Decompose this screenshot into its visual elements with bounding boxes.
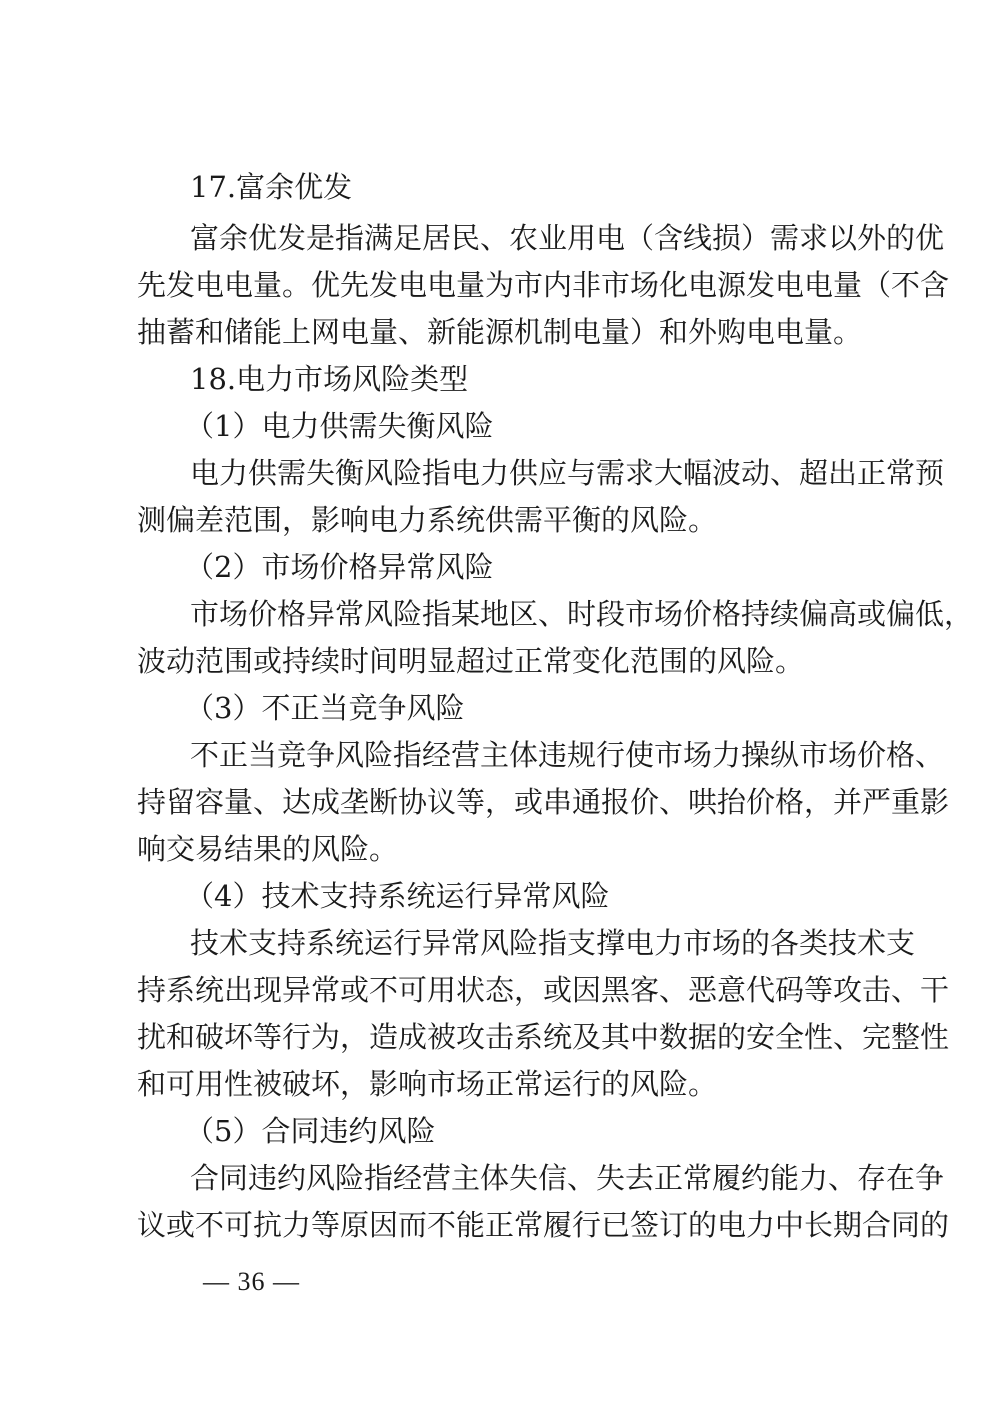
text-line: 18.电力市场风险类型: [190, 362, 469, 396]
text-line: 测偏差范围，影响电力系统供需平衡的风险。: [137, 503, 718, 537]
text-line: 议或不可抗力等原因而不能正常履行已签订的电力中长期合同的: [137, 1208, 950, 1242]
text-line: 市场价格异常风险指某地区、时段市场价格持续偏高或偏低，: [190, 597, 974, 631]
text-line: （1）电力供需失衡风险: [185, 409, 494, 443]
text-line: 持留容量、达成垄断协议等，或串通报价、哄抬价格，并严重影: [137, 785, 950, 819]
text-line: 抽蓄和储能上网电量、新能源机制电量）和外购电电量。: [137, 315, 863, 349]
paragraph-line: [0, 1196, 1000, 1254]
text-line: 响交易结果的风险。: [137, 832, 399, 866]
text-line: （5）合同违约风险: [185, 1114, 436, 1148]
text-line: （2）市场价格异常风险: [185, 550, 494, 584]
text-line: （3）不正当竞争风险: [185, 691, 465, 725]
text-line: 波动范围或持续时间明显超过正常变化范围的风险。: [137, 644, 805, 678]
section-heading-17: [0, 158, 1000, 216]
text-line: 和可用性被破坏，影响市场正常运行的风险。: [137, 1067, 718, 1101]
text-line: 技术支持系统运行异常风险指支撑电力市场的各类技术支: [190, 926, 916, 960]
text-line: 不正当竞争风险指经营主体违规行使市场力操纵市场价格、: [190, 738, 945, 772]
text-line: 富余优发是指满足居民、农业用电（含线损）需求以外的优: [190, 221, 945, 255]
text-line: 先发电电量。优先发电电量为市内非市场化电源发电电量（不含: [137, 268, 950, 302]
text-line: （4）技术支持系统运行异常风险: [185, 879, 610, 913]
text-line: 合同违约风险指经营主体失信、失去正常履约能力、存在争: [190, 1161, 945, 1195]
text-line: 17.富余优发: [190, 170, 353, 204]
page-number: — 36 —: [203, 1267, 300, 1296]
text-line: 电力供需失衡风险指电力供应与需求大幅波动、超出正常预: [190, 456, 945, 490]
text-line: 持系统出现异常或不可用状态，或因黑客、恶意代码等攻击、干: [137, 973, 950, 1007]
text-line: 扰和破坏等行为，造成被攻击系统及其中数据的安全性、完整性: [137, 1020, 950, 1054]
